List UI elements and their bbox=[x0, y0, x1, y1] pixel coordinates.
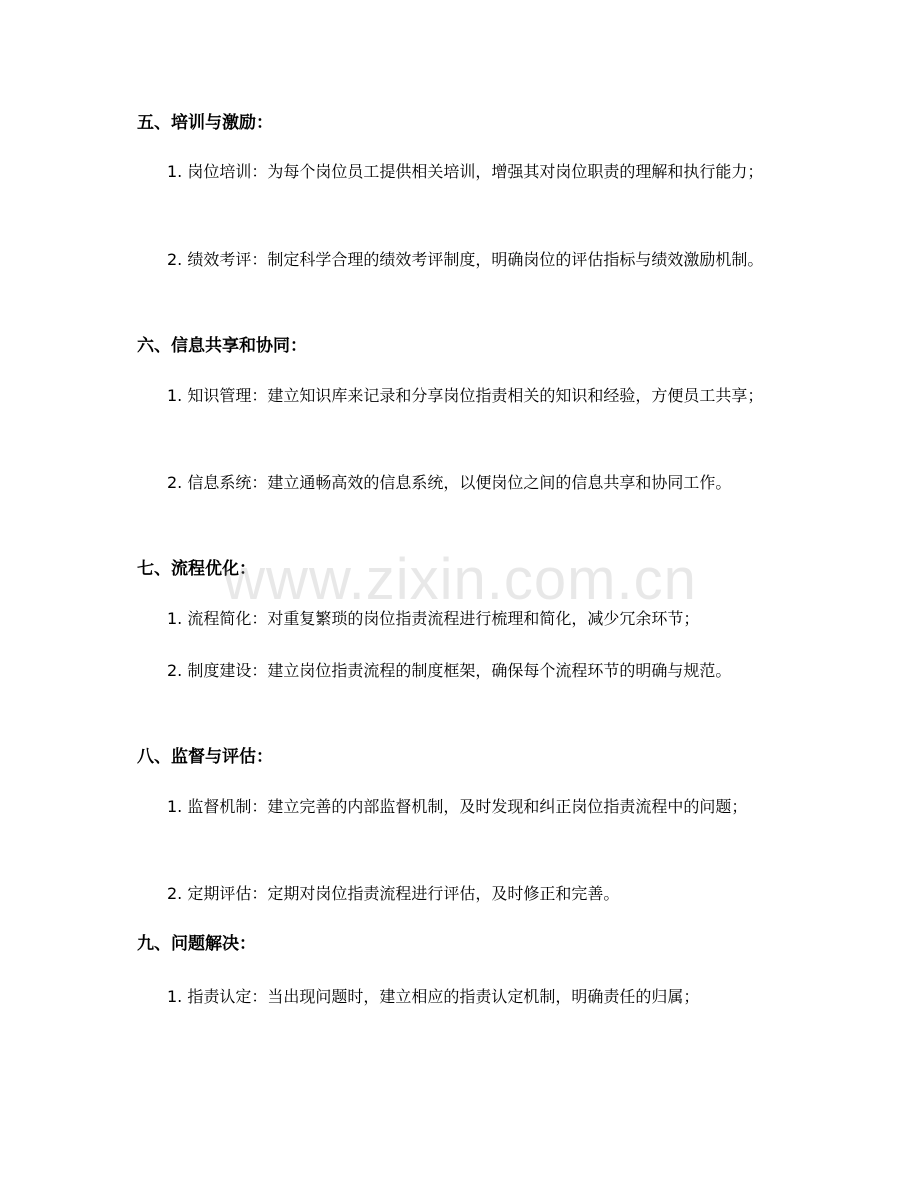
list-item: 2. 定期评估：定期对岗位指责流程进行评估，及时修正和完善。 bbox=[167, 884, 620, 903]
list-item: 1. 岗位培训：为每个岗位员工提供相关培训，增强其对岗位职责的理解和执行能力； bbox=[167, 162, 764, 181]
section-heading: 八、监督与评估： bbox=[137, 747, 273, 767]
list-item: 1. 监督机制：建立完善的内部监督机制，及时发现和纠正岗位指责流程中的问题； bbox=[167, 797, 748, 816]
section-heading: 七、流程优化： bbox=[137, 559, 256, 579]
watermark: www.zixin.com.cn bbox=[223, 547, 697, 612]
section-heading: 五、培训与激励： bbox=[137, 113, 273, 133]
section-heading: 九、问题解决： bbox=[137, 934, 256, 954]
section-heading: 六、信息共享和协同： bbox=[137, 336, 307, 356]
list-item: 1. 知识管理：建立知识库来记录和分享岗位指责相关的知识和经验，方便员工共享； bbox=[167, 386, 764, 405]
list-item: 2. 绩效考评：制定科学合理的绩效考评制度，明确岗位的评估指标与绩效激励机制。 bbox=[167, 250, 764, 269]
list-item: 1. 流程简化：对重复繁琐的岗位指责流程进行梳理和简化，减少冗余环节； bbox=[167, 609, 700, 628]
list-item: 2. 信息系统：建立通畅高效的信息系统，以便岗位之间的信息共享和协同工作。 bbox=[167, 473, 732, 492]
list-item: 1. 指责认定：当出现问题时，建立相应的指责认定机制，明确责任的归属； bbox=[167, 987, 700, 1006]
list-item: 2. 制度建设：建立岗位指责流程的制度框架，确保每个流程环节的明确与规范。 bbox=[167, 661, 732, 680]
